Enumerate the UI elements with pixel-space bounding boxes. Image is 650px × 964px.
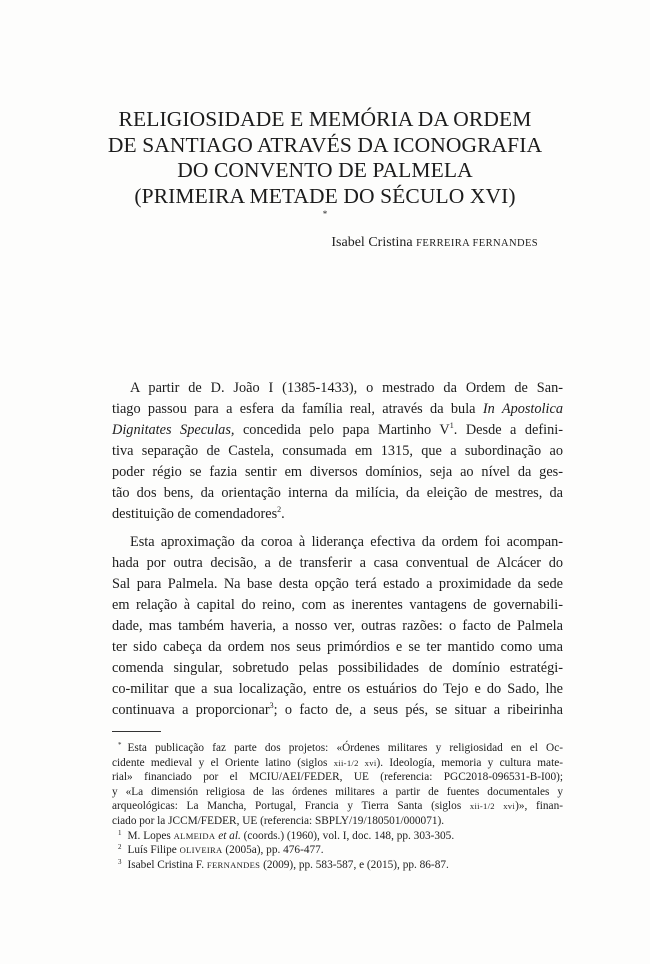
footnote-line xyxy=(112,799,563,814)
text-line xyxy=(112,504,563,525)
small-caps-run: OLIVEIRA xyxy=(179,845,223,856)
footnote-line: ciado por la JCCM/FEDER, UE (referencia: SBPLY/19/180501/000071). xyxy=(112,814,445,827)
text-run: concedida pelo papa Martinho V xyxy=(234,422,450,438)
text-run: Isabel Cristina F. xyxy=(127,858,207,871)
text-line: tiva separação de Castela, consumada em 1315, que a subordinação ao xyxy=(112,443,563,459)
text-run: (coords.) (1960), vol. I, doc. 148, pp. 303-305. xyxy=(240,829,455,842)
text-line: poder régio se fazia sentir em diversos domínios, seja ao nível da ges- xyxy=(112,464,563,480)
footnote-line xyxy=(112,756,563,771)
footnote-mark: 1 xyxy=(118,828,122,837)
text-run: (2009), pp. 583-587, e (2015), pp. 86-87. xyxy=(260,858,449,871)
author-name xyxy=(331,234,538,253)
footnote-ref-1: 1 xyxy=(449,421,454,430)
footnote-ref-2: 2 xyxy=(277,505,282,514)
italic-title: Dignitates Speculas, xyxy=(112,422,235,438)
text-line xyxy=(112,399,563,420)
title-line xyxy=(70,184,580,235)
footnote-separator xyxy=(112,731,161,732)
small-caps-run: ALMEIDA xyxy=(173,830,216,841)
footnote-line: y «La dimensión religiosa de las órdenes militares a partir de fuentes documentales y xyxy=(112,785,563,798)
footnote-mark: 2 xyxy=(118,843,122,852)
text-run: ; o facto de, a seus pés, se situar a ribeirinha xyxy=(273,702,563,718)
text-run: destituição de comendadores xyxy=(112,506,278,522)
footnote-mark: 3 xyxy=(118,857,122,866)
italic-run: et al. xyxy=(215,829,241,842)
text-line: Sal para Palmela. Na base desta opção terá estado a proximidade da sede xyxy=(112,576,563,592)
text-run: M. Lopes xyxy=(127,829,174,842)
footnote-2 xyxy=(112,843,563,858)
small-caps-run: xii-1/2 xvi xyxy=(333,757,377,768)
text-line: hada por outra decisão, a de transferir a casa conventual de Alcácer do xyxy=(112,555,563,571)
small-caps-run: xii-1/2 xvi xyxy=(469,801,516,812)
text-run: ). Ideología, memoria y cultura mate- xyxy=(376,756,563,769)
text-run: cidente medieval y el Oriente latino (siglos xyxy=(112,756,334,769)
small-caps-run: FERNANDES xyxy=(206,859,261,870)
footnote-3 xyxy=(112,858,563,873)
text-line: ter sido cabeça da ordem nos seus primórdios e se ter mantido como uma xyxy=(112,639,563,655)
text-line: em relação à capital do reino, com as inerentes vantagens de governabili- xyxy=(112,597,563,613)
text-run: tiago passou para a esfera da família real, através da bula xyxy=(112,401,483,417)
title-line: RELIGIOSIDADE E MEMÓRIA DA ORDEM xyxy=(118,107,532,131)
italic-title: In Apostolica xyxy=(482,401,563,417)
text-run: Esta publicação faz parte dos projetos: «Órdenes militares y religiosidad en el Oc- xyxy=(127,742,563,754)
text-line: tão dos bens, da orientação interna da milícia, da eleição de mestres, da xyxy=(112,485,563,501)
text-run: arqueológicas: La Mancha, Portugal, Francia y Tierra Santa (siglos xyxy=(112,800,470,813)
text-run: . xyxy=(281,506,285,522)
text-line xyxy=(112,700,563,721)
footnote-ref-3: 3 xyxy=(269,701,274,710)
footnotes xyxy=(112,741,563,872)
title-line-text: (PRIMEIRA METADE DO SÉCULO XVI) xyxy=(134,183,516,208)
text-line: dade, mas também haveria, a nosso ver, outras razões: o facto de Palmela xyxy=(112,618,563,634)
body-text xyxy=(112,378,563,721)
footnote-line xyxy=(112,741,563,756)
text-line: A partir de D. João I (1385-1433), o mestrado da Ordem de San- xyxy=(130,380,563,396)
title-line: DE SANTIAGO ATRAVÉS DA ICONOGRAFIA xyxy=(107,132,543,157)
text-run: Luís Filipe xyxy=(127,844,180,857)
text-line: co-militar que a sua localização, entre os estuários do Tejo e do Sado, lhe xyxy=(112,681,563,697)
text-line xyxy=(112,420,563,441)
text-line: comenda singular, sobretudo pelas possibilidades de domínio estratégi- xyxy=(112,660,563,676)
author-given-name: Isabel Cristina xyxy=(331,235,417,250)
title-line: DO CONVENTO DE PALMELA xyxy=(177,158,473,182)
text-run: continuava a proporcionar xyxy=(112,702,270,718)
footnote-mark: * xyxy=(118,741,122,749)
paragraph-1 xyxy=(112,378,563,525)
text-line: Esta aproximação da coroa à liderança efectiva da ordem foi acompan- xyxy=(130,534,563,550)
author-surname: FERREIRA FERNANDES xyxy=(416,238,538,249)
article-title xyxy=(70,107,580,235)
paragraph-2 xyxy=(112,532,563,721)
footnote-line: rial» financiado por el MCIU/AEI/FEDER, UE (referencia: PGC2018-096531-B-I00); xyxy=(112,771,563,784)
text-run: )», finan- xyxy=(515,800,563,813)
footnote-1 xyxy=(112,829,563,844)
text-run: (2005a), pp. 476-477. xyxy=(222,844,324,857)
footnote-star xyxy=(112,741,563,829)
text-run: . Desde a defini- xyxy=(453,422,564,438)
title-footnote-mark: * xyxy=(322,209,328,219)
